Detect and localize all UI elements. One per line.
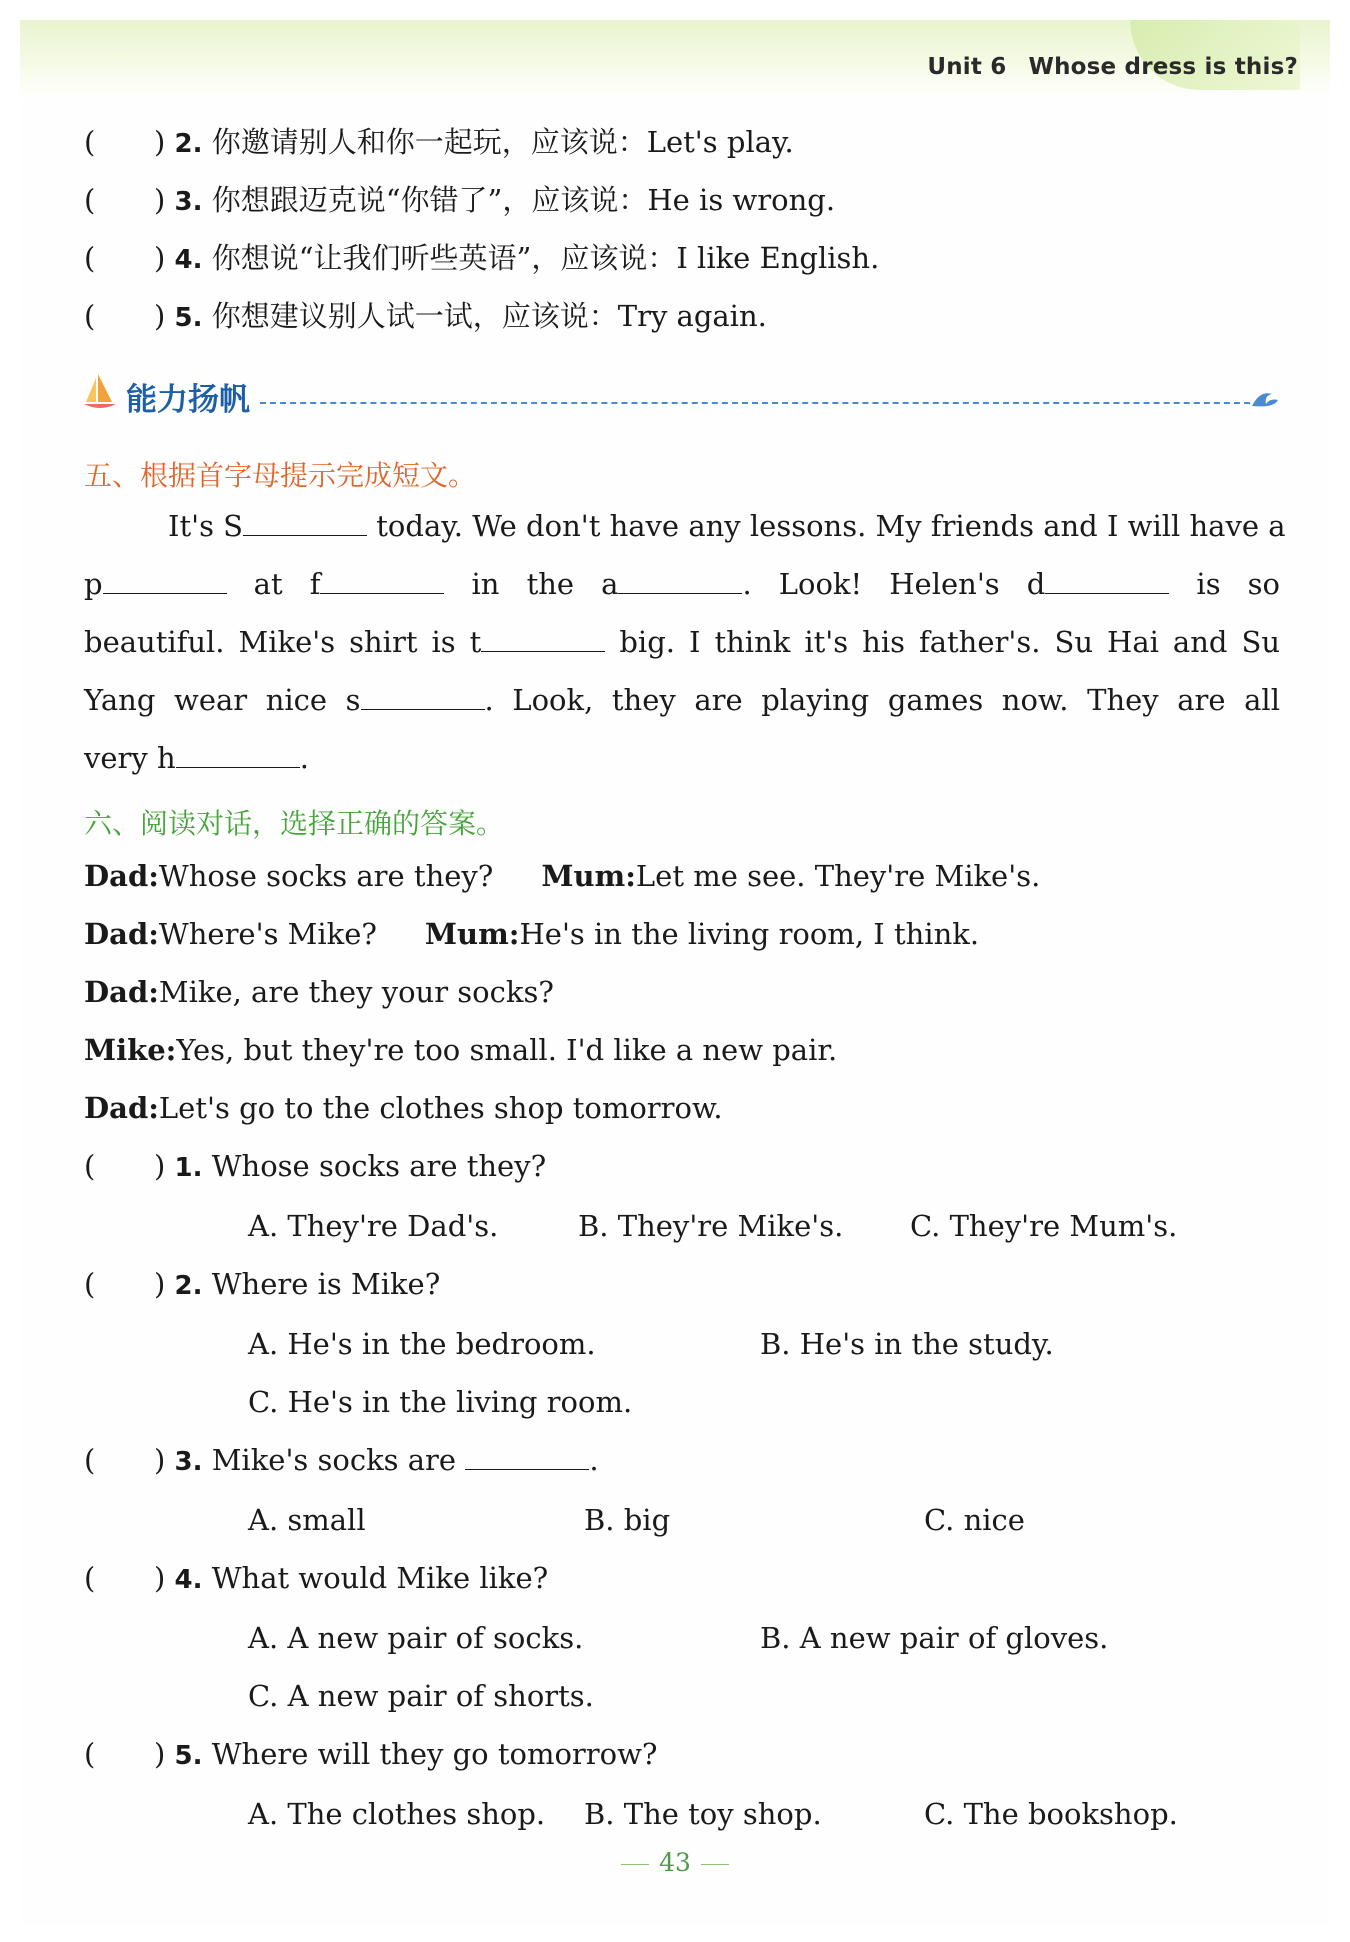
question: ( ) 4. What would Mike like? [84, 1561, 549, 1595]
answer-paren[interactable]: ( [84, 1443, 96, 1477]
fill-blank[interactable] [465, 1447, 589, 1470]
dialogue-line: Dad:Mike, are they your socks? [84, 975, 554, 1009]
option[interactable]: B. big [584, 1503, 671, 1537]
item-text: 你想建议别人试一试，应该说：Try again. [211, 299, 767, 333]
option[interactable]: C. The bookshop. [924, 1797, 1178, 1831]
option[interactable]: B. The toy shop. [584, 1797, 822, 1831]
answer-paren[interactable]: ( [84, 1267, 96, 1301]
section6-title: 六、阅读对话，选择正确的答案。 [84, 807, 505, 840]
option[interactable]: A. small [248, 1503, 366, 1537]
banner-divider [260, 402, 1250, 404]
dialogue-line: Dad:Whose socks are they? Mum:Let me see. They're Mike's. [84, 859, 1041, 893]
answer-paren[interactable]: ( [84, 1149, 96, 1183]
fill-blank[interactable] [618, 571, 742, 594]
dialogue-line: Dad:Let's go to the clothes shop tomorrow. [84, 1091, 723, 1125]
option[interactable]: A. A new pair of socks. [248, 1621, 584, 1655]
judge-item: ( ) 4. 你想说“让我们听些英语”，应该说：I like English. [84, 241, 880, 275]
fill-blank[interactable] [481, 629, 605, 652]
answer-paren[interactable]: ( [84, 1737, 96, 1771]
item-number: 5. [174, 303, 203, 333]
answer-paren[interactable]: ( [84, 299, 96, 333]
question: ( ) 2. Where is Mike? [84, 1267, 441, 1301]
passage-line: Yang wear nice s . Look, they are playing games now. They are all [84, 683, 1280, 717]
sail-icon [84, 372, 116, 412]
dialogue-line: Dad:Where's Mike? Mum:He's in the living room, I think. [84, 917, 980, 951]
fill-blank[interactable] [103, 571, 227, 594]
item-number: 2. [174, 129, 203, 159]
section-banner [84, 372, 1280, 418]
item-text: 你邀请别人和你一起玩，应该说：Let's play. [211, 125, 794, 159]
option[interactable]: C. He's in the living room. [248, 1385, 633, 1419]
question: ( ) 5. Where will they go tomorrow? [84, 1737, 658, 1771]
option[interactable]: A. He's in the bedroom. [248, 1327, 596, 1361]
option[interactable]: B. He's in the study. [760, 1327, 1054, 1361]
fill-blank[interactable] [320, 571, 444, 594]
item-number: 4. [174, 245, 203, 275]
option[interactable]: A. The clothes shop. [248, 1797, 546, 1831]
option[interactable]: A. They're Dad's. [248, 1209, 499, 1243]
option[interactable]: B. A new pair of gloves. [760, 1621, 1109, 1655]
item-number: 3. [174, 187, 203, 217]
item-text: 你想跟迈克说“你错了”，应该说：He is wrong. [211, 183, 836, 217]
banner-title: 能力扬帆 [126, 382, 250, 418]
page-number: 43 [0, 1848, 1350, 1877]
unit-title: Whose dress is this? [1028, 54, 1298, 80]
unit-header [927, 54, 1298, 80]
judge-item: ( ) 3. 你想跟迈克说“你错了”，应该说：He is wrong. [84, 183, 836, 217]
answer-paren[interactable]: ( [84, 1561, 96, 1595]
section5-title: 五、根据首字母提示完成短文。 [84, 459, 477, 492]
option[interactable]: C. nice [924, 1503, 1025, 1537]
passage-line: very h . [84, 741, 309, 775]
passage-line: p at f in the a . Look! Helen's d is so [84, 567, 1281, 601]
answer-paren[interactable]: ( [84, 125, 96, 159]
fill-blank[interactable] [361, 687, 485, 710]
judge-item: ( ) 5. 你想建议别人试一试，应该说：Try again. [84, 299, 767, 333]
question: ( ) 1. Whose socks are they? [84, 1149, 547, 1183]
answer-paren[interactable]: ( [84, 183, 96, 217]
fill-blank[interactable] [176, 745, 300, 768]
item-text: 你想说“让我们听些英语”，应该说：I like English. [211, 241, 880, 275]
option[interactable]: B. They're Mike's. [578, 1209, 844, 1243]
passage-line: It's S today. We don't have any lessons. My friends and I will have a [168, 509, 1286, 543]
fill-blank[interactable] [243, 513, 367, 536]
judge-item: ( ) 2. 你邀请别人和你一起玩，应该说：Let's play. [84, 125, 794, 159]
answer-paren[interactable]: ( [84, 241, 96, 275]
option[interactable]: C. They're Mum's. [910, 1209, 1178, 1243]
question: ( ) 3. Mike's socks are . [84, 1443, 599, 1477]
wave-icon [1250, 386, 1280, 410]
dialogue-line: Mike:Yes, but they're too small. I'd like a new pair. [84, 1033, 838, 1067]
fill-blank[interactable] [1045, 571, 1169, 594]
passage-line: beautiful. Mike's shirt is t big. I think it's his father's. Su Hai and Su [84, 625, 1281, 659]
option[interactable]: C. A new pair of shorts. [248, 1679, 594, 1713]
unit-number: Unit 6 [927, 54, 1007, 80]
